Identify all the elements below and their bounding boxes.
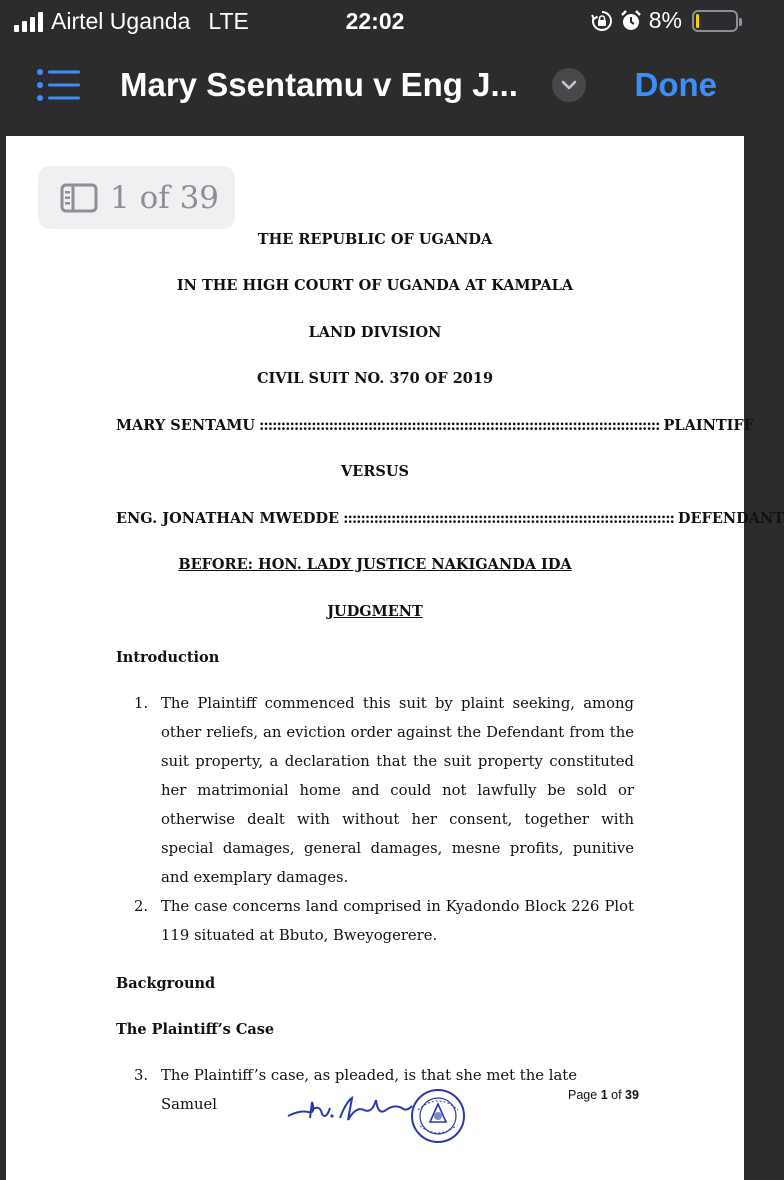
chevron-down-icon — [552, 68, 586, 102]
navigation-bar — [0, 44, 750, 130]
signature-image — [286, 1092, 416, 1126]
document-title: Mary Ssentamu v Eng J... — [120, 66, 518, 103]
list-item — [134, 892, 634, 950]
party-separator: :::::::::::::::::::::::::::::::::::::::::::::::::::::::::::::::::::::::::::::::::::::::::::: — [259, 417, 660, 434]
list-item-text: The Plaintiff’s case, as pleaded, is that she met the late Samuel — [161, 1067, 577, 1113]
plaintiff-role: PLAINTIFF — [663, 417, 755, 434]
network-type: LTE — [208, 8, 249, 34]
footer-total-pages: 39 — [625, 1088, 639, 1102]
section-introduction: Introduction — [116, 649, 220, 666]
done-button[interactable]: Done — [634, 66, 717, 103]
party-separator: :::::::::::::::::::::::::::::::::::::::::::::::::::::::::::::::::::::::::::: — [343, 510, 674, 527]
list-item-number: 1. — [134, 695, 149, 712]
numbered-list — [134, 689, 634, 950]
list-item-text: The Plaintiff commenced this suit by plaint seeking, among other reliefs, an eviction order against the Defendant from the suit property, a declaration that the suit property constituted her matrimonial home and could not lawfully be sold or otherwise dealt with without her consent, together with special damages, general damages, mesne profits, punitive and exemplary damages. — [161, 695, 634, 886]
defendant-line — [116, 510, 784, 527]
judiciary-seal-image — [410, 1088, 466, 1144]
plaintiff-name: MARY SENTAMU — [116, 417, 256, 434]
heading-suit-number: CIVIL SUIT NO. 370 OF 2019 — [256, 370, 494, 387]
list-item — [134, 689, 634, 892]
page-indicator-text: 1 of 39 — [110, 179, 220, 216]
heading-republic: THE REPUBLIC OF UGANDA — [257, 231, 493, 248]
battery-icon — [692, 10, 738, 32]
versus-label: VERSUS — [341, 463, 409, 480]
document-viewer[interactable] — [0, 130, 784, 1180]
list-item-text: The case concerns land comprised in Kyadondo Block 226 Plot 119 situated at Bbuto, Bweyogerere. — [161, 898, 634, 944]
status-right — [591, 7, 738, 34]
before-judge: BEFORE: HON. LADY JUSTICE NAKIGANDA IDA — [178, 556, 572, 573]
document-page — [6, 136, 784, 1180]
rotation-lock-icon — [591, 10, 613, 32]
clock: 22:02 — [345, 8, 405, 34]
defendant-role: DEFENDANT — [677, 510, 784, 527]
battery-level — [696, 14, 699, 28]
status-bar — [0, 0, 750, 44]
page-footer — [568, 1088, 639, 1102]
sidebar-icon — [60, 183, 98, 213]
list-item-number: 3. — [134, 1067, 149, 1084]
footer-page-word: Page — [568, 1088, 598, 1102]
title-menu-button[interactable] — [552, 68, 586, 102]
carrier-name: Airtel Uganda — [51, 8, 191, 34]
footer-of-word: of — [611, 1088, 622, 1102]
list-icon[interactable] — [36, 68, 82, 102]
list-item-number: 2. — [134, 898, 149, 915]
section-plaintiff-case: The Plaintiff’s Case — [116, 1021, 275, 1038]
battery-percent: 8% — [648, 7, 682, 33]
alarm-icon — [619, 9, 643, 33]
heading-division: LAND DIVISION — [308, 324, 442, 341]
judgment-heading: JUDGMENT — [327, 603, 423, 620]
section-background: Background — [116, 975, 216, 992]
plaintiff-line — [116, 417, 755, 434]
page-indicator[interactable] — [38, 166, 235, 229]
defendant-name: ENG. JONATHAN MWEDDE — [116, 510, 340, 527]
footer-page-number: 1 — [600, 1088, 608, 1102]
heading-court: IN THE HIGH COURT OF UGANDA AT KAMPALA — [176, 277, 574, 294]
